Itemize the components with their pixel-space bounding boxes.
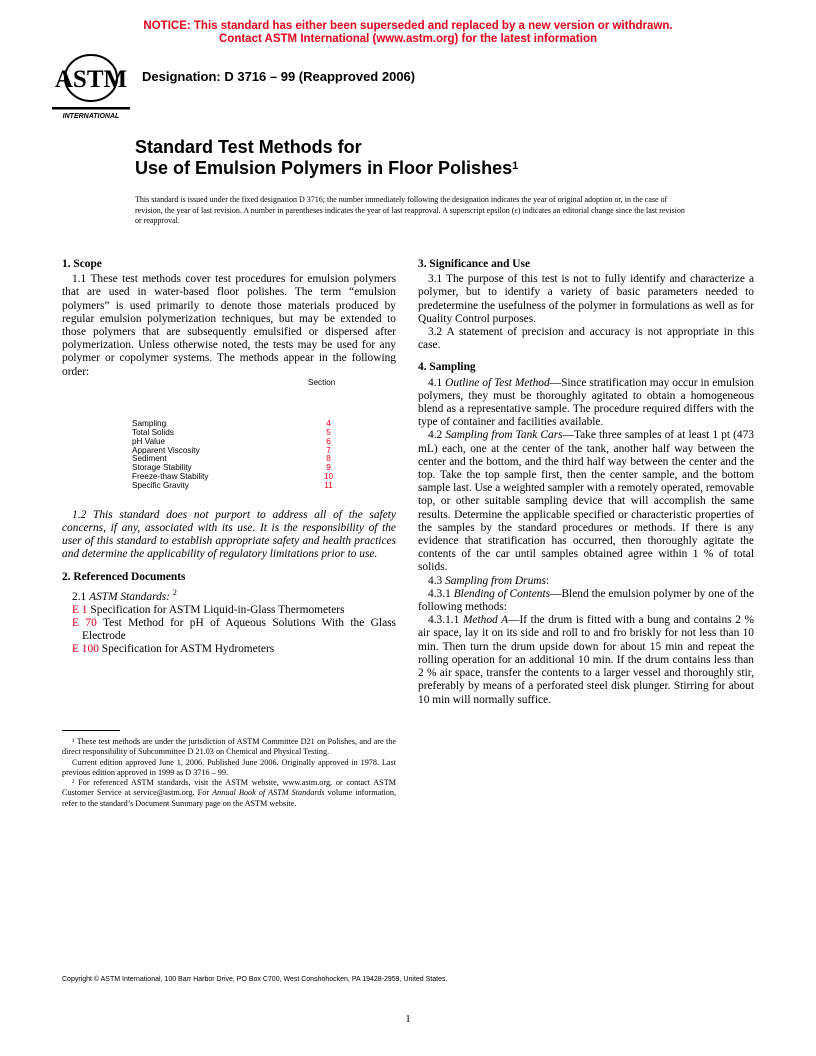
num-4-3: 4.3 bbox=[428, 574, 443, 587]
toc-section-link[interactable]: 6 bbox=[326, 436, 331, 446]
significance-heading: 3. Significance and Use bbox=[418, 258, 531, 270]
reference-title: Specification for ASTM Hydrometers bbox=[101, 643, 275, 656]
toc-label: Specific Gravity bbox=[132, 481, 189, 491]
toc-section-link[interactable]: 4 bbox=[326, 418, 331, 428]
toc-label: Apparent Viscosity bbox=[132, 445, 200, 455]
sampling-paragraph-4-3 bbox=[418, 575, 754, 588]
footnote-2-italic: Annual Book of ASTM Standards bbox=[212, 788, 325, 798]
text-4-1: —Since stratification may occur in emulsion polymers, they must be thoroughly agitated to obtain a homogeneous blend as a representative sample. The procedure required differs with the type of container and facilities available. bbox=[418, 376, 755, 429]
footnote-rule bbox=[62, 730, 120, 731]
reference-code-link[interactable]: E 1 bbox=[72, 603, 88, 616]
copyright-line: Copyright © ASTM International, 100 Barr Harbor Drive, PO Box C700, West Conshohocken, PA 19428-2959, United States. bbox=[62, 976, 448, 983]
safety-statement: 1.2 This standard does not purport to address all of the safety concerns, if any, associated with its use. It is the responsibility of the user of this standard to establish appropriate safety and health practices and determine the applicability of regulatory limitations prior to use. bbox=[62, 508, 396, 561]
toc-section-header: Section bbox=[308, 377, 336, 387]
toc-label: Storage Stability bbox=[132, 463, 192, 473]
left-column bbox=[62, 258, 396, 657]
toc-section-link[interactable]: 8 bbox=[326, 454, 331, 464]
footnote-2-a: ² For referenced ASTM standards, visit the ASTM website, www.astm.org, or contact ASTM Customer Service at service@astm.org. For bbox=[62, 778, 396, 798]
italic-4-3-1: Blending of Contents bbox=[453, 587, 551, 600]
significance-paragraph-1: 3.1 The purpose of this test is not to fully identify and characterize a polymer, but to identify a variety of basic parameters needed to predetermine the usefulness of the polymer in formulations as well as for Quality Control purposes. bbox=[418, 273, 754, 325]
footnotes bbox=[62, 737, 396, 809]
sampling-paragraph-4-3-1-1 bbox=[418, 614, 754, 706]
logo-mark: ASTM bbox=[54, 66, 128, 93]
methods-table bbox=[62, 379, 396, 509]
designation: Designation: D 3716 – 99 (Reapproved 2006) bbox=[142, 69, 416, 84]
toc-section-link[interactable]: 10 bbox=[323, 472, 334, 482]
significance-paragraph-2: 3.2 A statement of precision and accuracy is not appropriate in this case. bbox=[418, 326, 754, 352]
right-column bbox=[418, 258, 754, 707]
text-4-3-1-1: —If the drum is fitted with a bung and contains 2 % air space, lay it on its side and roll to and fro briskly for not less than 10 min. Then turn the drum upside down for about 15 min and repeat the rolling operation for an additional 10 min. If the drum contains less than 2 % air space, transfer the contents to a larger vessel and thoroughly stir, preferably by means of a perforated steel disk plunger. Stirring for about 10 min will normally suffice. bbox=[418, 614, 754, 706]
toc-label: Sediment bbox=[132, 454, 167, 464]
toc-section-link[interactable]: 9 bbox=[326, 463, 331, 473]
reference-code-link[interactable]: E 70 bbox=[72, 617, 97, 630]
reference-item bbox=[62, 643, 396, 656]
text-4-3-1: —Blend the emulsion polymer by one of the following methods: bbox=[418, 587, 755, 614]
num-4-3-1-1: 4.3.1.1 bbox=[428, 614, 460, 627]
reference-item bbox=[62, 604, 396, 617]
scope-paragraph-1: 1.1 These test methods cover test procedures for emulsion polymers that are used in water-based floor polishes. The term “emulsion polymers” is used primarily to denote those materials produced by regular emulsion polymerization techniques, but may be extended to those polymers that are subsequently emulsified or dispersed after polymerization. Unless otherwise noted, the tests may be used for any polymer or copolymer systems. The methods appear in the following order: bbox=[62, 273, 396, 378]
sampling-paragraph-4-3-1 bbox=[418, 588, 754, 614]
italic-4-2: Sampling from Tank Cars bbox=[445, 429, 563, 442]
toc-label: Freeze-thaw Stability bbox=[132, 472, 209, 482]
num-4-1: 4.1 bbox=[428, 376, 443, 389]
refdocs-footnote-ref: 2 bbox=[172, 587, 177, 597]
reference-code-link[interactable]: E 100 bbox=[72, 643, 99, 656]
refdocs-label: ASTM Standards: bbox=[89, 590, 171, 603]
notice-banner bbox=[0, 20, 816, 46]
num-4-3-1: 4.3.1 bbox=[428, 587, 451, 600]
document-title bbox=[135, 137, 518, 179]
text-4-2: —Take three samples of at least 1 pt (473 mL) each, one at the center of the tank, another half way between the center and the bottom, and the third half way between the center and the top. Take the top sample first, then the center sample, and the bottom sample last. Use a weighted sampler with a remotely operated, removable top, or other suitable sampling device that will accomplish the same results. Determine the applicable specified or characteristic properties of the samples by the standard procedures or methods. If there is any evidence that stratification has occurred, then thoroughly agitate the contents of the car until samples obtained agree within 1 % of total solids. bbox=[418, 429, 754, 574]
footnote-1b: Current edition approved June 1, 2006. Published June 2006. Originally approved in 1978. Last previous edition approved in 1999 as D 3716 – 99. bbox=[62, 757, 396, 777]
title-line-2-text: Use of Emulsion Polymers in Floor Polishes bbox=[135, 158, 513, 178]
title-line-1: Standard Test Methods for bbox=[135, 137, 362, 157]
title-line-2 bbox=[135, 158, 518, 179]
page-number: 1 bbox=[405, 1013, 411, 1025]
refdocs-heading: 2. Referenced Documents bbox=[62, 570, 186, 583]
toc-label: Total Solids bbox=[132, 427, 174, 437]
issuance-note: This standard is issued under the fixed designation D 3716; the number immediately following the designation indicates the year of original adoption or, in the case of revision, the year of last revision. A number in parentheses indicates the year of last reapproval. A superscript epsilon (ε) indicates an editorial change since the last revision or reapproval. bbox=[135, 195, 685, 225]
footnote-2 bbox=[62, 778, 396, 809]
reference-title: Specification for ASTM Liquid-in-Glass Thermometers bbox=[90, 603, 345, 616]
reference-item bbox=[62, 617, 396, 643]
text-4-3: : bbox=[545, 574, 550, 587]
title-footnote-ref: 1 bbox=[512, 160, 519, 172]
sampling-paragraph-4-1 bbox=[418, 377, 754, 430]
refdocs-num: 2.1 bbox=[72, 590, 87, 603]
notice-line-1: NOTICE: This standard has either been superseded and replaced by a new version or withdrawn. bbox=[143, 20, 673, 32]
footnote-2-b: volume information, refer to the standard’s Document Summary page on the ASTM website. bbox=[62, 788, 397, 808]
toc-section-link[interactable]: 7 bbox=[326, 445, 331, 455]
toc-section-link[interactable]: 5 bbox=[326, 427, 331, 437]
reference-title: Test Method for pH of Aqueous Solutions With the Glass Electrode bbox=[82, 617, 396, 643]
sampling-paragraph-4-2 bbox=[418, 429, 754, 574]
toc-label: pH Value bbox=[132, 436, 166, 446]
refdocs-paragraph-1 bbox=[62, 586, 396, 604]
logo-sub: INTERNATIONAL bbox=[62, 113, 120, 120]
italic-4-3-1-1: Method A bbox=[462, 614, 509, 627]
scope-paragraph-2 bbox=[62, 509, 396, 562]
toc-section-link[interactable]: 11 bbox=[324, 481, 333, 491]
num-4-2: 4.2 bbox=[428, 429, 443, 442]
italic-4-1: Outline of Test Method bbox=[445, 376, 550, 389]
sampling-heading: 4. Sampling bbox=[418, 361, 476, 374]
footnote-1: ¹ These test methods are under the jurisdiction of ASTM Committee D21 on Polishes, and are the direct responsibility of Subcommittee D 21.03 on Chemical and Physical Testing. bbox=[62, 737, 396, 757]
astm-logo-icon bbox=[50, 52, 132, 122]
toc-label: Sampling bbox=[132, 418, 167, 428]
scope-heading: 1. Scope bbox=[62, 258, 102, 270]
reference-list bbox=[62, 604, 396, 657]
italic-4-3: Sampling from Drums bbox=[445, 574, 546, 587]
notice-line-2: Contact ASTM International (www.astm.org) for the latest information bbox=[218, 33, 598, 45]
